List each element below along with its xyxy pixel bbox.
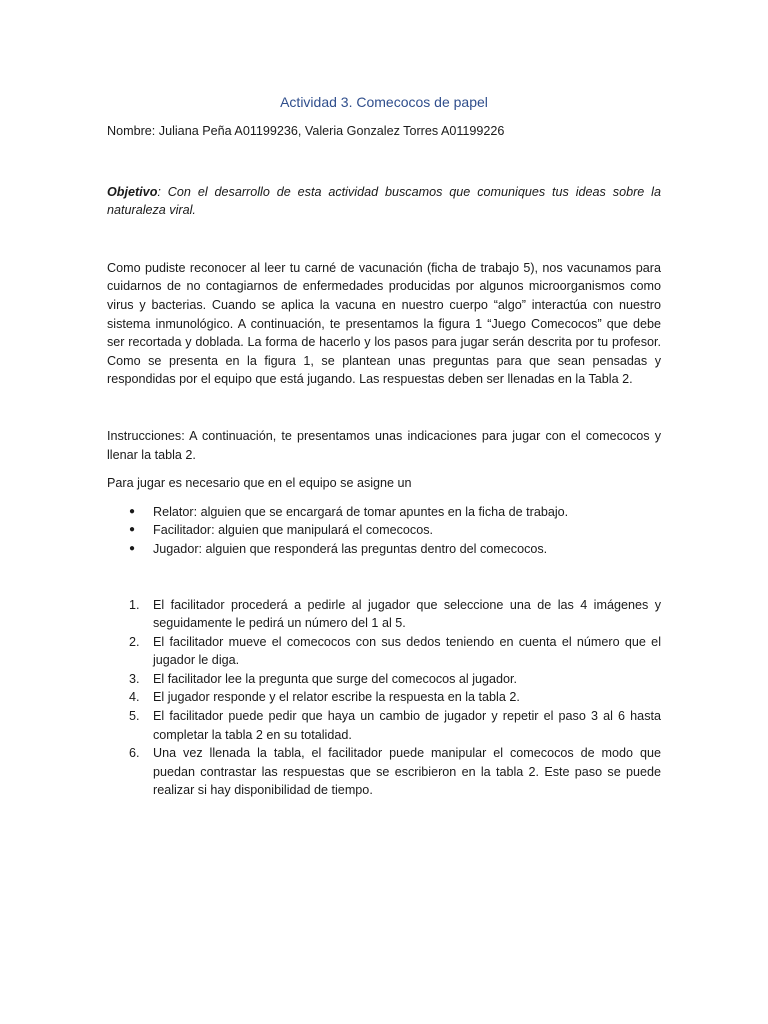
step-text: El facilitador mueve el comecocos con sus dedos teniendo en cuenta el número que el jugador le diga. xyxy=(153,634,661,668)
list-item xyxy=(107,633,661,670)
step-text: El jugador responde y el relator escribe la respuesta en la tabla 2. xyxy=(153,690,520,705)
names-line: Nombre: Juliana Peña A01199236, Valeria Gonzalez Torres A01199226 xyxy=(107,124,505,138)
bullet-icon: ● xyxy=(129,524,136,536)
bullet-icon: ● xyxy=(129,505,136,517)
document-title: Actividad 3. Comecocos de papel xyxy=(280,94,488,110)
step-number: 2. xyxy=(129,634,140,649)
roles-list xyxy=(107,503,661,559)
step-number: 5. xyxy=(129,709,140,724)
step-number: 6. xyxy=(129,746,140,761)
steps-list xyxy=(107,596,661,801)
list-item xyxy=(107,521,661,540)
step-text: El facilitador puede pedir que haya un cambio de jugador y repetir el paso 3 al 6 hasta completar la tabla 2 en su totalidad. xyxy=(153,709,661,742)
objective-text: : Con el desarrollo de esta actividad buscamos que comuniques tus ideas sobre la naturaleza viral. xyxy=(107,184,661,218)
list-item xyxy=(107,707,661,744)
list-item xyxy=(107,688,661,707)
role-text: Jugador: alguien que responderá las preguntas dentro del comecocos. xyxy=(153,541,548,556)
step-text: Una vez llenada la tabla, el facilitador puede manipular el comecocos de modo que puedan contrastar las respuestas que se escribieron en la tabla 2. Este paso se puede realizar si hay disponibilidad de tiempo. xyxy=(153,746,661,798)
objective-label: Objetivo xyxy=(107,184,158,199)
step-number: 1. xyxy=(129,597,140,612)
list-item xyxy=(107,540,661,559)
step-number: 4. xyxy=(129,690,140,705)
step-text: El facilitador lee la pregunta que surge del comecocos al jugador. xyxy=(153,671,518,686)
list-item xyxy=(107,503,661,522)
step-number: 3. xyxy=(129,671,140,686)
role-text: Relator: alguien que se encargará de tomar apuntes en la ficha de trabajo. xyxy=(153,504,569,519)
step-text: El facilitador procederá a pedirle al jugador que seleccione una de las 4 imágenes y seguidamente le pedirá un número del 1 al 5. xyxy=(153,597,661,631)
objective-paragraph xyxy=(107,183,661,220)
bullet-icon: ● xyxy=(129,542,136,554)
roles-intro: Para jugar es necesario que en el equipo se asigne un xyxy=(107,476,412,491)
instructions-paragraph: Instrucciones: A continuación, te presentamos unas indicaciones para jugar con el comecocos y llenar la tabla 2. xyxy=(107,428,661,462)
list-item xyxy=(107,670,661,689)
intro-paragraph: Como pudiste reconocer al leer tu carné de vacunación (ficha de trabajo 5), nos vacunamos para cuidarnos de no contagiarnos de enfermedades producidas por algunos microorganismos como virus y bacterias. Cuando se aplica la vacuna en nuestro cuerpo “algo” interactúa con nuestro sistema inmunológico. A continuación, te presentamos la figura 1 “Juego Comecocos” que debe ser recortada y doblada. La forma de hacerlo y los pasos para jugar serán descrita por tu profesor. Como se presenta en la figura 1, se plantean unas preguntas para que sean pensadas y respondidas por el equipo que está jugando. Las respuestas deben ser llenadas en la Tabla 2. xyxy=(107,260,661,387)
list-item xyxy=(107,744,661,800)
list-item xyxy=(107,596,661,633)
role-text: Facilitador: alguien que manipulará el comecocos. xyxy=(153,523,434,538)
